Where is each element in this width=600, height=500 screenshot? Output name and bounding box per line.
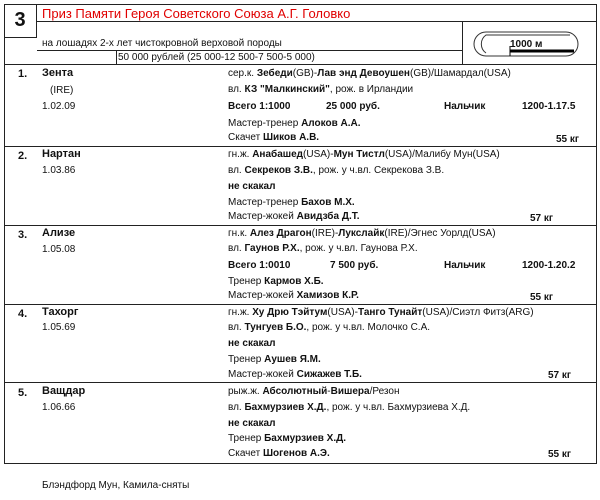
carried-weight: 55 кг bbox=[556, 134, 580, 145]
jockey: Скачет Шиков А.В. bbox=[228, 132, 320, 143]
result-prize: 7 500 руб. bbox=[330, 260, 379, 271]
divider bbox=[4, 225, 597, 226]
carried-weight: 57 кг bbox=[548, 370, 572, 381]
entry-position: 4. bbox=[18, 308, 28, 320]
race-title: Приз Памяти Героя Советского Союза А.Г. Головко bbox=[42, 6, 351, 21]
divider bbox=[4, 64, 597, 65]
result-track: Нальчик bbox=[444, 260, 486, 271]
horse-dob: 1.06.66 bbox=[42, 402, 76, 413]
pedigree: гн.ж. Анабашед(USA)-Мун Тистл(USA)/Малибу Мун(USA) bbox=[228, 149, 500, 160]
divider bbox=[4, 304, 597, 305]
carried-weight: 55 кг bbox=[530, 292, 554, 303]
result-distance-time: 1200-1.17.5 bbox=[522, 101, 576, 112]
owner: вл. Бахмурзиев Х.Д., рож. у ч.вл. Бахмурзиева Х.Д. bbox=[228, 402, 471, 413]
divider bbox=[4, 146, 597, 147]
race-conditions: на лошадях 2-х лет чистокровной верховой породы bbox=[42, 38, 282, 49]
owner: вл. Тунгуев Б.О., рож. у ч.вл. Молочко С.А. bbox=[228, 322, 431, 333]
entry-position: 3. bbox=[18, 229, 28, 241]
horse-dob: 1.03.86 bbox=[42, 165, 76, 176]
jockey: Мастер-жокей Авидзба Д.Т. bbox=[228, 211, 360, 222]
horse-dob: 1.02.09 bbox=[42, 101, 76, 112]
divider bbox=[37, 50, 462, 51]
divider bbox=[37, 21, 597, 22]
horse-country: (IRE) bbox=[50, 85, 74, 96]
jockey: Мастер-жокей Сижажев Т.Б. bbox=[228, 369, 362, 380]
race-distance: 1000 м bbox=[510, 39, 543, 50]
jockey: Скачет Шогенов А.Э. bbox=[228, 448, 330, 459]
trainer: Тренер Кармов Х.Б. bbox=[228, 276, 324, 287]
horse-dob: 1.05.08 bbox=[42, 244, 76, 255]
trainer: Тренер Аушев Я.М. bbox=[228, 354, 321, 365]
owner: вл. КЗ "Малкинский", рож. в Ирландии bbox=[228, 84, 414, 95]
jockey: Мастер-жокей Хамизов К.Р. bbox=[228, 290, 359, 301]
trainer: Тренер Бахмурзиев Х.Д. bbox=[228, 433, 347, 444]
result-prize: 25 000 руб. bbox=[326, 101, 380, 112]
pedigree: гн.к. Алез Драгон(IRE)-Лукслайк(IRE)/Эгнес Уорлд(USA) bbox=[228, 228, 496, 239]
status: не скакал bbox=[228, 418, 276, 429]
horse-name: Зента bbox=[42, 67, 74, 79]
carried-weight: 57 кг bbox=[530, 213, 554, 224]
carried-weight: 55 кг bbox=[548, 449, 572, 460]
trainer: Мастер-тренер Алоков А.А. bbox=[228, 118, 361, 129]
horse-name: Тахорг bbox=[42, 306, 79, 318]
horse-name: Нартан bbox=[42, 148, 81, 160]
pedigree: гн.ж. Ху Дрю Тэйтум(USA)-Танго Тунайт(USA)/Сиэтл Фитз(ARG) bbox=[228, 307, 534, 318]
owner: вл. Гаунов Р.Х., рож. у ч.вл. Гаунова Р.Х. bbox=[228, 243, 418, 254]
trainer: Мастер-тренер Бахов М.Х. bbox=[228, 197, 355, 208]
owner: вл. Секреков З.В., рож. у ч.вл. Секрекова З.В. bbox=[228, 165, 445, 176]
result-track: Нальчик bbox=[444, 101, 486, 112]
race-number: 3 bbox=[4, 4, 37, 38]
entry-position: 5. bbox=[18, 387, 28, 399]
horse-name: Ализе bbox=[42, 227, 76, 239]
pedigree: сер.к. Зебеди(GB)-Лав энд Девоушен(GB)/Шамардал(USA) bbox=[228, 68, 511, 79]
horse-name: Ващдар bbox=[42, 385, 86, 397]
pedigree: рыж.ж. Абсолютный-Вишера/Резон bbox=[228, 386, 400, 397]
result-total: Всего 1:0010 bbox=[228, 260, 291, 271]
entry-position: 1. bbox=[18, 68, 28, 80]
result-total: Всего 1:1000 bbox=[228, 101, 291, 112]
divider bbox=[116, 50, 117, 64]
divider bbox=[462, 21, 463, 64]
result-distance-time: 1200-1.20.2 bbox=[522, 260, 576, 271]
entry-position: 2. bbox=[18, 150, 28, 162]
race-prize: 50 000 рублей (25 000-12 500-7 500-5 000) bbox=[118, 52, 315, 63]
scratched-note: Блэндфорд Мун, Камила-сняты bbox=[42, 480, 190, 491]
status: не скакал bbox=[228, 338, 276, 349]
horse-dob: 1.05.69 bbox=[42, 322, 76, 333]
status: не скакал bbox=[228, 181, 276, 192]
divider bbox=[4, 382, 597, 383]
